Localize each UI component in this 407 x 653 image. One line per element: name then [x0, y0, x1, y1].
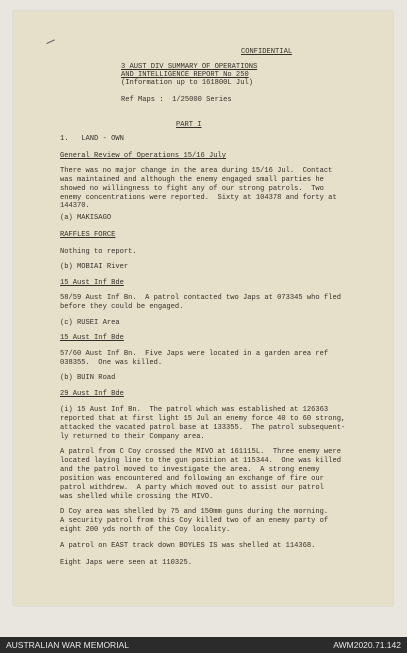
para-i-line: ly returned to their Company area. [60, 433, 205, 441]
subsection-b-heading: (b) MOBIAI River [60, 263, 129, 271]
c-coy-line: position was encountered and following an exchange of fire our [60, 475, 324, 483]
subsection-a-heading: (a) MAKISAGO [60, 214, 112, 222]
bde-15-heading: 15 Aust Inf Bde [60, 334, 124, 342]
bn-58-59-line: 58/59 Aust Inf Bn. A patrol contacted two Japs at 073345 who fled [60, 294, 341, 302]
archive-footer [0, 637, 407, 653]
bn-58-59-line: before they could be engaged. [60, 303, 184, 311]
d-coy-line: eight 200 yds north of the Coy locality. [60, 526, 231, 534]
footer-institution: AUSTRALIAN WAR MEMORIAL [6, 640, 129, 650]
eight-japs-line: Eight Japs were seen at 110325. [60, 559, 192, 567]
c-coy-line: located laying line to the gun position at 115344. One was killed [60, 457, 341, 465]
report-title-line-3: (Information up to 161800L Jul) [121, 79, 253, 87]
d-coy-line: D Coy area was shelled by 75 and 150mm guns during the morning. [60, 508, 329, 516]
ref-maps: Ref Maps : 1/25000 Series [121, 96, 232, 104]
subsection-buin-heading: (b) BUIN Road [60, 374, 116, 382]
bde-29-heading: 29 Aust Inf Bde [60, 390, 124, 398]
d-coy-line: A security patrol from this Coy killed two of an enemy party of [60, 517, 329, 525]
general-review-line: 144370. [60, 202, 90, 210]
general-review-heading: General Review of Operations 15/16 July [60, 152, 227, 160]
general-review-line: enemy concentrations were reported. Sixty at 104378 and forty at [60, 194, 337, 202]
general-review-line: showed no willingness to fight any of our strong patrols. Two [60, 185, 324, 193]
subsection-c-heading: (c) RUSEI Area [60, 319, 120, 327]
classification-label: CONFIDENTIAL [241, 48, 293, 56]
bde-15-heading: 15 Aust Inf Bde [60, 279, 124, 287]
report-title-line-2: AND INTELLIGENCE REPORT No 250 [121, 71, 249, 79]
pencil-tick-mark [46, 39, 56, 47]
raffles-force-heading: RAFFLES FORCE [60, 231, 116, 239]
para-i-line: attacked the vacated patrol base at 133355. The patrol subsequent- [60, 424, 346, 432]
para-i-line: reported that at first light 15 Jul an enemy force 40 to 60 strong, [60, 415, 346, 423]
footer-accession-number: AWM2020.71.142 [333, 640, 401, 650]
c-coy-line: and the patrol moved to investigate the area. A strong enemy [60, 466, 320, 474]
general-review-line: There was no major change in the area during 15/16 Jul. Contact [60, 167, 333, 175]
c-coy-line: A patrol from C Coy crossed the MIVO at 161115L. Three enemy were [60, 448, 341, 456]
para-i-line: (i) 15 Aust Inf Bn. The patrol which was established at 126363 [60, 406, 329, 414]
east-track-line: A patrol on EAST track down BOYLES IS was shelled at 114368. [60, 542, 316, 550]
c-coy-line: patrol withdrew. A party which moved out to assist our patrol [60, 484, 324, 492]
c-coy-line: was shelled while crossing the MIVO. [60, 493, 214, 501]
general-review-line: was maintained and although the enemy engaged small parties he [60, 176, 324, 184]
part-heading: PART I [176, 121, 202, 129]
nothing-to-report: Nothing to report. [60, 248, 137, 256]
section-1-heading: 1. LAND - OWN [60, 135, 124, 143]
bn-57-60-line: 57/60 Aust Inf Bn. Five Japs were located in a garden area ref [60, 350, 329, 358]
report-title-line-1: 3 AUST DIV SUMMARY OF OPERATIONS [121, 63, 258, 71]
document-page [13, 11, 393, 606]
bn-57-60-line: 038355. One was killed. [60, 359, 163, 367]
